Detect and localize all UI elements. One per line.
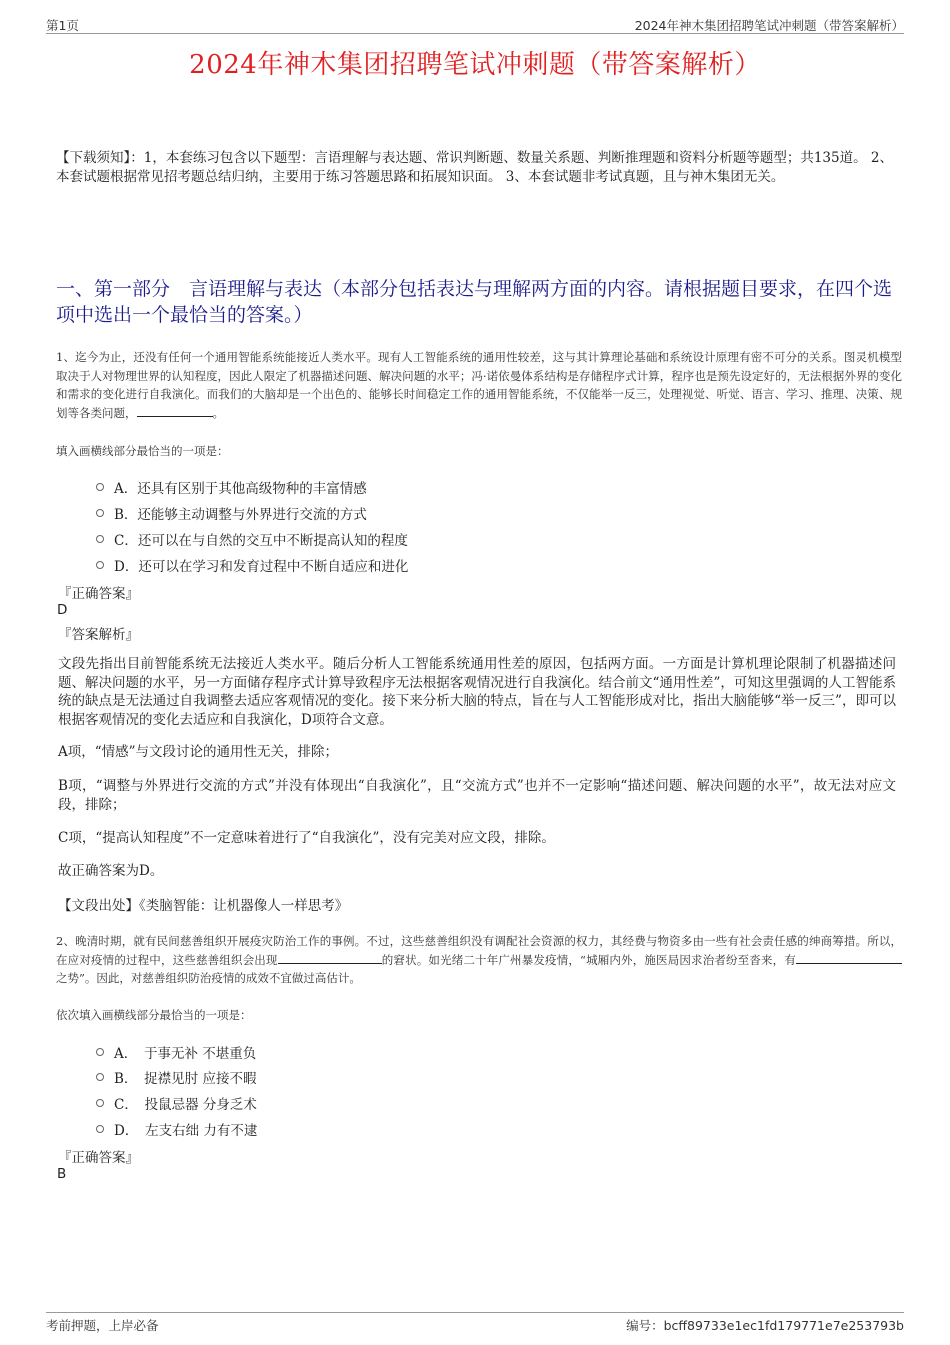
radio-icon[interactable]	[96, 483, 104, 491]
question-1-option-b[interactable]	[96, 503, 367, 523]
option-label: A． 于事无补 不堪重负	[114, 1046, 257, 1062]
question-1-answer: D	[57, 602, 68, 618]
radio-icon[interactable]	[96, 1125, 104, 1133]
question-1-blank	[137, 405, 213, 417]
header-doc-title: 2024年神木集团招聘笔试冲刺题（带答案解析）	[634, 18, 904, 33]
question-1-prompt: 填入画横线部分最恰当的一项是：	[56, 444, 229, 458]
question-2-body-c: 之势”。因此，对慈善组织防治疫情的成效不宜做过高估计。	[56, 971, 361, 985]
question-1-text	[56, 348, 902, 422]
question-1-option-d[interactable]	[96, 555, 408, 575]
page-title: 2024年神木集团招聘笔试冲刺题（带答案解析）	[189, 50, 761, 80]
question-2-option-c[interactable]	[96, 1093, 257, 1113]
question-1-analysis-b: B项，“调整与外界进行交流的方式”并没有体现出“自我演化”，且“交流方式”也并不一定影响“描述问题、解决问题的水平”，故无法对应文段，排除；	[58, 778, 896, 813]
footer-slogan: 考前押题，上岸必备	[46, 1318, 159, 1333]
radio-icon[interactable]	[96, 535, 104, 543]
footer-doc-id: 编号：bcff89733e1ec1fd179771e7e253793b	[626, 1318, 904, 1333]
question-2-answer: B	[57, 1166, 67, 1182]
question-2-body-b: 的窘状。如光绪二十年广州暴发疫情，“城厢内外，施医局因求治者纷至沓来，有	[381, 952, 796, 967]
question-2-body-a: 2、晚清时期，就有民间慈善组织开展疫灾防治工作的事例。不过，这些慈善组织没有调配社会资源的权力，其经费与物资多由一些有社会责任感的绅商筹措。所以，在应对疫情的过程中，这些慈善组织会出现	[56, 934, 902, 967]
question-1-option-a[interactable]	[96, 477, 367, 497]
question-1-analysis-main: 文段先指出目前智能系统无法接近人类水平。随后分析人工智能系统通用性差的原因，包括两方面。一方面是计算机理论限制了机器描述问题、解决问题的水平，另一方面储存程序式计算导致程序无法根据客观情况进行自我演化。结合前文“通用性差”，可知这里强调的人工智能系统的缺点是无法通过自我调整去适应客观情况的变化。接下来分析大脑的特点，旨在与人工智能形成对比，指出大脑能够“举一反三”，即可以根据客观情况的变化去适应和自我演化，D项符合文意。	[58, 656, 896, 728]
question-1-answer-label: 『正确答案』	[58, 586, 139, 602]
question-2-blank-2	[796, 952, 902, 964]
section-heading: 一、第一部分 言语理解与表达（本部分包括表达与理解两方面的内容。请根据题目要求，在四个选项中选出一个最恰当的答案。）	[56, 278, 893, 326]
question-1-body: 1、迄今为止，还没有任何一个通用智能系统能接近人类水平。现有人工智能系统的通用性较差，这与其计算理论基础和系统设计原理有密不可分的关系。图灵机模型取决于人对物理世界的认知程度，因此人限定了机器描述问题、解决问题的水平；冯·诺依曼体系结构是存储程序式计算，程序也是预先设定好的，无法根据外界的变化和需求的变化进行自我演化。而我们的大脑却是一个出色的、能够长时间稳定工作的通用智能系统，不仅能举一反三，处理视觉、听觉、语言、学习、推理、决策、规划等各类问题，	[56, 350, 902, 420]
question-2-option-d[interactable]	[96, 1119, 257, 1139]
question-1-analysis-conclusion: 故正确答案为D。	[58, 863, 164, 879]
question-2-prompt: 依次填入画横线部分最恰当的一项是：	[56, 1008, 252, 1022]
header-divider	[46, 33, 904, 34]
question-1-analysis-a: A项，“情感”与文段讨论的通用性无关，排除；	[58, 744, 339, 760]
question-1-analysis-c: C项，“提高认知程度”不一定意味着进行了“自我演化”，没有完美对应文段，排除。	[58, 830, 555, 846]
question-1-analysis-label: 『答案解析』	[58, 627, 139, 643]
option-label: C． 投鼠忌器 分身乏术	[114, 1097, 257, 1113]
question-2-option-b[interactable]	[96, 1067, 256, 1087]
option-label: A．还具有区别于其他高级物种的丰富情感	[114, 481, 367, 497]
header-page-number: 第1页	[46, 18, 79, 33]
question-1-source: 【文段出处】《类脑智能：让机器像人一样思考》	[58, 898, 349, 914]
option-label: D． 左支右绌 力有不逮	[114, 1123, 258, 1139]
question-1-end: 。	[212, 405, 224, 420]
question-2-option-a[interactable]	[96, 1042, 256, 1062]
option-label: C．还可以在与自然的交互中不断提高认知的程度	[114, 533, 408, 549]
download-notice: 【下载须知】：1，本套练习包含以下题型：言语理解与表达题、常识判断题、数量关系题、判断推理题和资料分析题等题型；共135道。 2、本套试题根据常见招考题总结归纳，主要用于练习答题思路和拓展知识面。 3、本套试题非考试真题，且与神木集团无关。	[56, 150, 893, 185]
question-2-text	[56, 932, 902, 988]
option-label: B．还能够主动调整与外界进行交流的方式	[114, 507, 367, 523]
question-1-option-c[interactable]	[96, 529, 408, 549]
option-label: D．还可以在学习和发育过程中不断自适应和进化	[114, 559, 409, 575]
footer-divider	[46, 1312, 904, 1313]
radio-icon[interactable]	[96, 1073, 104, 1081]
radio-icon[interactable]	[96, 509, 104, 517]
radio-icon[interactable]	[96, 1048, 104, 1056]
option-label: B． 捉襟见肘 应接不暇	[114, 1071, 257, 1087]
question-2-blank-1	[278, 952, 382, 964]
radio-icon[interactable]	[96, 1099, 104, 1107]
radio-icon[interactable]	[96, 561, 104, 569]
question-2-answer-label: 『正确答案』	[58, 1150, 139, 1166]
